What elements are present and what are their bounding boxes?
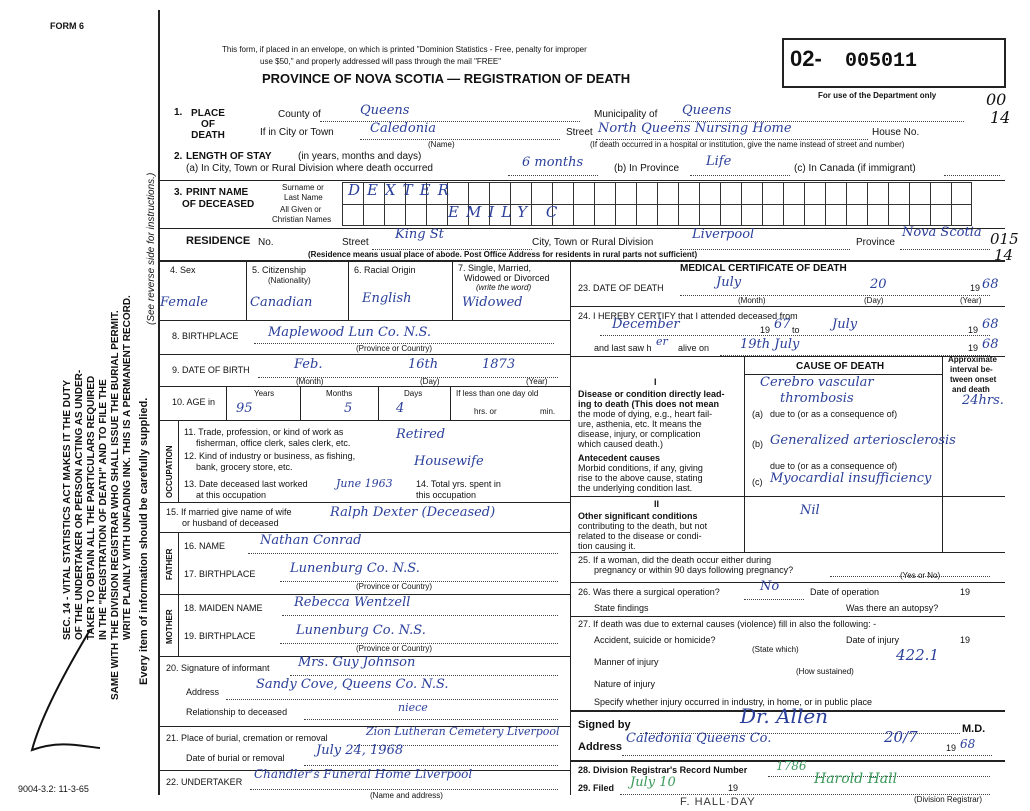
disease-line-2: ing to death (This does not mean	[578, 399, 720, 409]
undertaker-label: 22. UNDERTAKER	[166, 777, 243, 787]
other-line-1: Other significant conditions	[578, 511, 698, 521]
manner-label: Manner of injury	[594, 657, 659, 667]
father-birthplace-label: 17. BIRTHPLACE	[184, 569, 256, 579]
dob-label: 9. DATE OF BIRTH	[172, 365, 250, 375]
mother-birthplace-label: 19. BIRTHPLACE	[184, 631, 256, 641]
father-birthplace-value: Lunenburg Co. N.S.	[290, 561, 420, 576]
death-month-caption: (Month)	[738, 296, 766, 305]
surname-value: DEXTER	[348, 181, 456, 199]
age-days-label: Days	[404, 389, 423, 398]
name-letter-cell	[636, 204, 657, 226]
classification-code: 422.1	[896, 646, 939, 664]
citizenship-sub: (Nationality)	[268, 276, 311, 285]
signer-address-label: Address	[578, 741, 623, 753]
mother-birthplace-value: Lunenburg Co. N.S.	[296, 623, 426, 638]
name-letter-cell	[573, 204, 594, 226]
length-of-stay-note: (in years, months and days)	[298, 151, 422, 162]
burial-date-label: Date of burial or removal	[186, 753, 285, 763]
q14-line-1: 14. Total yrs. spent in	[416, 479, 501, 489]
cause-header: CAUSE OF DEATH	[796, 361, 885, 372]
name-letter-cell	[363, 204, 384, 226]
age-years-label: Years	[254, 389, 275, 398]
death-day-caption: (Day)	[864, 296, 884, 305]
print-code: 9004-3.2: 11-3-65	[18, 784, 89, 794]
name-letter-cell	[405, 204, 426, 226]
medical-header: MEDICAL CERTIFICATE OF DEATH	[680, 263, 847, 274]
burial-place-value: Zion Lutheran Cemetery Liverpool	[366, 725, 560, 738]
name-letter-cell	[615, 182, 636, 204]
sex-label: 4. Sex	[170, 265, 196, 275]
mother-birthplace-caption: (Province or Country)	[356, 644, 433, 653]
place-of-death-label: PLACE OF DEATH	[191, 108, 225, 141]
name-letter-cell	[930, 182, 951, 204]
due-to-b: due to (or as a consequence of)	[770, 461, 898, 471]
name-letter-cell	[762, 204, 783, 226]
q26-value: No	[760, 579, 780, 594]
name-letter-cell	[678, 204, 699, 226]
name-letter-cell	[720, 182, 741, 204]
name-letter-cell	[531, 182, 552, 204]
date-of-death-year-prefix: 19	[970, 283, 981, 293]
marital-label-3: (write the word)	[476, 283, 532, 292]
other-line-3: related to the disease or condi-	[578, 531, 702, 541]
name-letter-cell	[552, 182, 573, 204]
informant-label: 20. Signature of informant	[166, 663, 270, 673]
side-text-2: OF THE UNDERTAKER OR PERSON ACTING AS UNDER-	[74, 369, 85, 640]
attended-to-label: to	[792, 325, 800, 335]
age-label: 10. AGE in	[172, 397, 216, 407]
left-border	[158, 10, 160, 795]
q12-line-1: 12. Kind of industry or business, as fishing,	[184, 451, 356, 461]
mother-maiden-label: 18. MAIDEN NAME	[184, 603, 263, 613]
attended-to-yr: 68	[982, 317, 999, 332]
antecedent-line-4: the underlying condition last.	[578, 483, 693, 493]
q28-value: 1786	[776, 759, 807, 773]
disease-line-3: the mode of dying, e.g., heart fail-	[578, 409, 713, 419]
mother-maiden-value: Rebecca Wentzell	[294, 595, 411, 610]
marital-label-1: 7. Single, Married,	[458, 263, 532, 273]
due-to-a: due to (or as a consequence of)	[770, 409, 898, 419]
relationship-value: niece	[398, 701, 428, 714]
stay-a-label: (a) In City, Town or Rural Division where death occurred	[186, 163, 433, 174]
date-of-death-day: 20	[870, 277, 887, 292]
side-text-5: SAME WITH THE DIVISION REGISTRAR WHO SHALL ISSUE THE BURIAL PERMIT.	[110, 310, 121, 700]
residence-city-label: City, Town or Rural Division	[532, 237, 654, 248]
min-label: min.	[540, 407, 556, 416]
name-letter-cell	[888, 204, 909, 226]
q25-caption: (Yes or No)	[900, 571, 941, 580]
date-of-death-year: 68	[982, 277, 999, 292]
specify-label: Specify whether injury occurred in industry, in home, or in public place	[594, 697, 872, 707]
sex-value: Female	[160, 295, 208, 310]
name-letter-cell	[699, 204, 720, 226]
alive-yr: 68	[982, 337, 999, 352]
q14-line-2: this occupation	[416, 490, 477, 500]
age-months-value: 5	[344, 401, 353, 416]
q26-label: 26. Was there a surgical operation?	[578, 587, 720, 597]
mother-side-label: MOTHER	[165, 609, 174, 644]
street-label: Street	[566, 127, 593, 138]
autopsy-label: Was there an autopsy?	[846, 603, 939, 613]
birthplace-value: Maplewood Lun Co. N.S.	[268, 325, 432, 340]
disease-line-6: which caused death.)	[578, 439, 664, 449]
other-line-4: tion causing it.	[578, 541, 636, 551]
q12-value: Housewife	[414, 454, 484, 469]
name-letter-cell	[720, 204, 741, 226]
signed-by-value: Dr. Allen	[740, 704, 829, 728]
side-text-7: Every item of information should be carefully supplied.	[138, 397, 150, 685]
age-days-value: 4	[396, 401, 405, 416]
name-letter-cell	[783, 182, 804, 204]
under-day-label: If less than one day old	[456, 389, 539, 398]
father-name-value: Nathan Conrad	[260, 533, 362, 548]
md-label: M.D.	[962, 723, 986, 735]
name-caption: (Name)	[428, 140, 455, 149]
name-letter-cell	[573, 182, 594, 204]
dob-year: 1873	[482, 357, 516, 372]
name-letter-cell	[804, 182, 825, 204]
interval-label-2: interval be-	[950, 365, 993, 374]
marital-label-2: Widowed or Divorced	[464, 273, 550, 283]
citizenship-value: Canadian	[250, 295, 313, 310]
cause-c-value: Myocardial insufficiency	[770, 471, 932, 486]
name-letter-cell	[783, 204, 804, 226]
stay-c-label: (c) In Canada (if immigrant)	[794, 163, 916, 174]
name-letter-cell	[930, 204, 951, 226]
injury-date-19: 19	[960, 635, 971, 645]
last-saw-pronoun: er	[656, 335, 668, 348]
residence-province-label: Province	[856, 237, 895, 248]
q24-line-2: and last saw h	[594, 343, 652, 353]
mailing-notice-line-1: This form, if placed in an envelope, on which is printed "Dominion Statistics - Free, penalty for improper	[222, 45, 587, 54]
signature-flourish	[20, 620, 110, 760]
cause-b-label: (b)	[752, 439, 763, 449]
interval-label-3: tween onset	[950, 375, 997, 384]
disease-line-4: ure, asthenia, etc. It means the	[578, 419, 702, 429]
residence-note: (Residence means usual place of abode. Post Office Address for residents in rural parts not sufficient)	[308, 250, 698, 259]
side-text-3: TAKER TO OBTAIN ALL THE PARTICULARS REQUIRED	[86, 375, 97, 640]
interval-label-1: Approximate	[948, 355, 997, 364]
attended-to-yr-prefix: 19	[968, 325, 979, 335]
birthplace-caption: (Province or Country)	[356, 344, 433, 353]
name-letter-cell	[846, 204, 867, 226]
given-label-1: All Given or	[280, 205, 322, 214]
hrs-label: hrs. or	[474, 407, 497, 416]
cause-a-value-2: thrombosis	[780, 391, 854, 406]
q15-line-1: 15. If married give name of wife	[166, 507, 292, 517]
municipality-label: Municipality of	[594, 109, 658, 120]
age-months-label: Months	[326, 389, 353, 398]
how-sustained-caption: (How sustained)	[796, 667, 854, 676]
name-letter-cell	[657, 182, 678, 204]
name-letter-cell	[615, 204, 636, 226]
q1-number: 1.	[174, 107, 183, 118]
antecedent-line-1: Antecedent causes	[578, 453, 661, 463]
name-letter-cell	[762, 182, 783, 204]
racial-origin-value: English	[362, 291, 412, 306]
part-two-label: II	[654, 499, 660, 509]
q29-label: 29. Filed	[578, 783, 615, 793]
dob-day-caption: (Day)	[420, 377, 440, 386]
marital-value: Widowed	[462, 295, 523, 310]
occupation-side-label: OCCUPATION	[165, 445, 174, 498]
name-letter-cell	[909, 182, 930, 204]
q12-line-2: bank, grocery store, etc.	[196, 462, 293, 472]
name-letter-cell	[678, 182, 699, 204]
cause-b-value: Generalized arteriosclerosis	[770, 433, 956, 448]
name-letter-cell	[867, 182, 888, 204]
antecedent-line-3: rise to the above cause, stating	[578, 473, 703, 483]
mailing-notice-line-2: use $50," and properly addressed will pass through the mail "FREE"	[260, 57, 502, 66]
q11-value: Retired	[396, 427, 446, 442]
burial-date-value: July 24, 1968	[316, 743, 404, 758]
name-letter-cell	[867, 204, 888, 226]
operation-date-19: 19	[960, 587, 971, 597]
nature-label: Nature of injury	[594, 679, 656, 689]
q24-line-1: 24. I HEREBY CERTIFY that I attended deceased from	[578, 311, 798, 321]
dob-month: Feb.	[294, 357, 323, 372]
q11-line-1: 11. Trade, profession, or kind of work as	[184, 427, 344, 437]
department-use-label: For use of the Department only	[818, 91, 937, 100]
undertaker-caption: (Name and address)	[370, 791, 443, 800]
name-letter-cell	[846, 182, 867, 204]
burial-place-label: 21. Place of burial, cremation or removal	[166, 733, 328, 743]
interval-label-4: and death	[952, 385, 990, 394]
name-letter-cell	[951, 204, 972, 226]
filed-year-prefix: 19	[728, 783, 739, 793]
registration-prefix: 02-	[790, 46, 822, 71]
name-letter-cell	[741, 204, 762, 226]
attended-to: July	[832, 317, 858, 332]
q2-number: 2.	[174, 151, 183, 162]
name-letter-cell	[699, 182, 720, 204]
dob-month-caption: (Month)	[296, 377, 324, 386]
state-findings-label: State findings	[594, 603, 649, 613]
injury-date-label: Date of injury	[846, 635, 900, 645]
registrar-stamp: F. HALL·DAY	[680, 796, 756, 808]
residence-code-2: 14	[994, 246, 1014, 264]
q27-label: 27. If death was due to external causes (violence) fill in also the following: -	[578, 619, 877, 629]
residence-street-label: Street	[342, 237, 369, 248]
name-letter-cell	[825, 204, 846, 226]
father-side-label: FATHER	[165, 548, 174, 580]
signed-by-label: Signed by	[578, 719, 631, 731]
alive-on-label: alive on	[678, 343, 710, 353]
birthplace-label: 8. BIRTHPLACE	[172, 331, 239, 341]
father-birthplace-caption: (Province or Country)	[356, 582, 433, 591]
age-years-value: 95	[236, 401, 253, 416]
name-letter-cell	[468, 182, 489, 204]
name-letter-cell	[741, 182, 762, 204]
registration-number: 005011	[845, 50, 918, 73]
state-which-caption: (State which)	[752, 645, 799, 654]
part-one-label: I	[654, 377, 657, 387]
cause-c-label: (c)	[752, 477, 763, 487]
cause-a-label: (a)	[752, 409, 763, 419]
other-conditions-value: Nil	[800, 503, 820, 518]
racial-origin-label: 6. Racial Origin	[354, 265, 416, 275]
registrar-caption: (Division Registrar)	[914, 795, 983, 804]
q13-line-1: 13. Date deceased last worked	[184, 479, 308, 489]
name-letter-cell	[426, 204, 447, 226]
attended-from-yr-prefix: 19	[760, 325, 771, 335]
house-number-label: House No.	[872, 127, 920, 138]
name-letter-cell	[909, 204, 930, 226]
side-text-8: (See reverse side for instructions.)	[146, 172, 157, 325]
residence-label: RESIDENCE	[186, 235, 251, 247]
death-year-caption: (Year)	[960, 296, 982, 305]
q25-line-1: 25. If a woman, did the death occur either during	[578, 555, 772, 565]
residence-no-label: No.	[258, 237, 274, 248]
q13-value: June 1963	[336, 477, 393, 490]
cause-a-interval: 24hrs.	[962, 393, 1004, 408]
informant-value: Mrs. Guy Johnson	[298, 655, 416, 670]
relationship-label: Relationship to deceased	[186, 707, 288, 717]
given-names-value: EMILY C	[448, 203, 565, 221]
operation-date-label: Date of operation	[810, 587, 880, 597]
residence-city-value: Liverpool	[692, 227, 755, 242]
q13-line-2: at this occupation	[196, 490, 267, 500]
length-of-stay-label: LENGTH OF STAY	[186, 151, 272, 162]
municipality-value: Queens	[682, 103, 732, 118]
attended-from: December	[612, 317, 680, 332]
name-letter-cell	[636, 182, 657, 204]
side-text-1: SEC. 14 - VITAL STATISTICS ACT MAKES IT THE DUTY	[62, 379, 73, 640]
father-name-label: 16. NAME	[184, 541, 226, 551]
city-value: Caledonia	[370, 121, 436, 136]
corner-code-2: 14	[990, 108, 1011, 127]
informant-address-value: Sandy Cove, Queens Co. N.S.	[256, 677, 449, 692]
name-letter-cell	[804, 204, 825, 226]
informant-address-label: Address	[186, 687, 220, 697]
q15-value: Ralph Dexter (Deceased)	[330, 505, 496, 520]
q11-line-2: fisherman, office clerk, sales clerk, etc.	[196, 438, 351, 448]
form-number: FORM 6	[50, 21, 85, 31]
signer-address-value: Caledonia Queens Co.	[626, 731, 772, 746]
side-text-4: IN THE "REGISTRATION OF DEATH" AND TO FILE THE	[98, 379, 109, 640]
stay-a-value: 6 months	[522, 155, 584, 170]
cause-a-value-1: Cerebro vascular	[760, 375, 874, 390]
signed-year-prefix: 19	[946, 743, 957, 753]
corner-code-1: 00	[986, 90, 1007, 109]
attended-from-yr: 67	[774, 317, 791, 332]
residence-province-value: Nova Scotia	[902, 225, 982, 240]
residence-code-1: 015	[990, 230, 1019, 248]
name-letter-cell	[594, 204, 615, 226]
surname-label-2: Last Name	[284, 193, 323, 202]
name-letter-cell	[888, 182, 909, 204]
side-text-6: WRITE PLAINLY WITH UNFADING INK. THIS IS A PERMANENT RECORD.	[122, 295, 133, 640]
print-name-label-2: OF DECEASED	[182, 199, 255, 210]
surname-label-1: Surname or	[282, 183, 324, 192]
q28-label: 28. Division Registrar's Record Number	[578, 765, 748, 775]
disease-line-1: Disease or condition directly lead-	[578, 389, 725, 399]
registrar-signature: Harold Hall	[814, 771, 898, 787]
name-letter-cell	[384, 204, 405, 226]
street-value: North Queens Nursing Home	[598, 121, 792, 136]
city-label: If in City or Town	[260, 127, 334, 138]
name-letter-cell	[825, 182, 846, 204]
print-name-label-1: PRINT NAME	[186, 187, 249, 198]
county-label: County of	[278, 109, 321, 120]
signed-year: 68	[960, 737, 976, 751]
other-line-2: contributing to the death, but not	[578, 521, 708, 531]
citizenship-label: 5. Citizenship	[252, 265, 307, 275]
form-title: PROVINCE OF NOVA SCOTIA — REGISTRATION OF DEATH	[262, 71, 631, 86]
undertaker-value: Chandler's Funeral Home Liverpool	[254, 767, 473, 781]
name-letter-cell	[594, 182, 615, 204]
antecedent-line-2: Morbid conditions, if any, giving	[578, 463, 703, 473]
filed-date-value: July 10	[630, 775, 676, 790]
stay-b-label: (b) In Province	[614, 163, 680, 174]
dob-year-caption: (Year)	[526, 377, 548, 386]
q15-line-2: or husband of deceased	[182, 518, 279, 528]
name-letter-cell	[342, 204, 363, 226]
date-of-death-month: July	[716, 275, 742, 290]
q25-line-2: pregnancy or within 90 days following pregnancy?	[594, 565, 794, 575]
residence-street-value: King St	[395, 227, 444, 242]
name-letter-cell	[951, 182, 972, 204]
alive-on-value: 19th July	[740, 337, 800, 352]
hospital-note: (If death occurred in a hospital or institution, give the name instead of street and number)	[590, 140, 905, 149]
date-of-death-label: 23. DATE OF DEATH	[578, 283, 664, 293]
stay-b-value: Life	[706, 154, 732, 169]
county-value: Queens	[360, 103, 410, 118]
signed-date-value: 20/7	[884, 728, 918, 746]
name-letter-cell	[489, 182, 510, 204]
name-letter-cell	[657, 204, 678, 226]
dob-day: 16th	[408, 357, 439, 372]
q3-number: 3.	[174, 187, 183, 198]
alive-yr-prefix: 19	[968, 343, 979, 353]
name-letter-cell	[510, 182, 531, 204]
accident-label: Accident, suicide or homicide?	[594, 635, 716, 645]
disease-line-5: disease, injury, or complication	[578, 429, 701, 439]
given-label-2: Christian Names	[272, 215, 332, 224]
